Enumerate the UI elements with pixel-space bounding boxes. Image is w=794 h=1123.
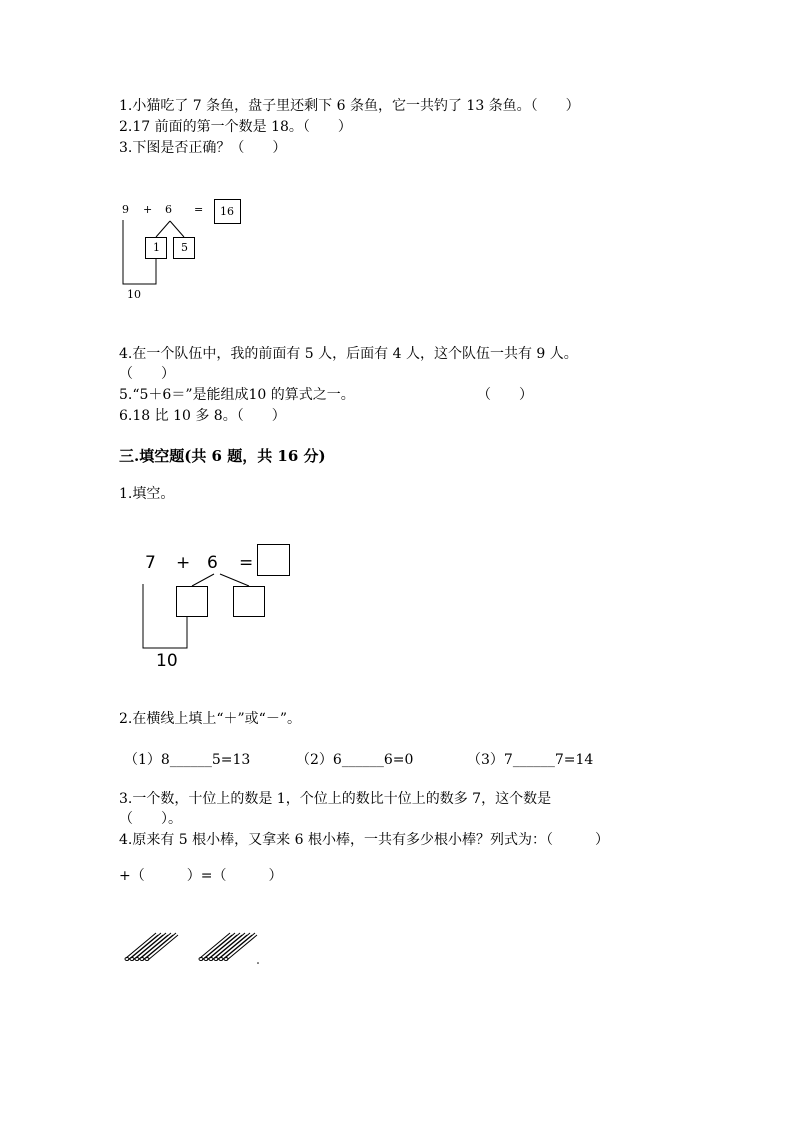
question-5: 5.“5＋6＝”是能组成10 的算式之一。 [119,387,355,403]
diagram-1-connectors [123,220,184,284]
sticks-illustration [125,933,257,961]
stick-end [219,958,223,961]
diagram-2-connectors [143,574,249,648]
stick-end [145,958,149,961]
stick-end [224,958,228,961]
ten-label: 10 [127,288,141,301]
question-4-answer-paren: （ ） [119,366,175,382]
plus-sign: + [176,553,191,573]
stick-end [130,958,134,961]
equals-sign: = [239,553,254,573]
question-2: 2.17 前面的第一个数是 18。（ ） [119,119,352,135]
question-4: 4.在一个队伍中，我的前面有 5 人，后面有 4 人，这个队伍一共有 9 人。 [119,346,578,362]
stick-end [135,958,139,961]
fill-question-2: 2.在横线上填上“＋”或“－”。 [119,711,301,727]
addend-a: 9 [122,203,129,216]
equals-sign: = [194,203,204,216]
fill-question-3: 3.一个数，十位上的数是 1，个位上的数比十位上的数多 7，这个数是 [119,791,552,807]
section-heading: 三.填空题(共 6 题，共 16 分) [119,447,326,465]
plus-sign: + [143,203,153,216]
stick-end [204,958,208,961]
fill-question-2-item-3: （3）7______7=14 [467,752,594,768]
fill-question-3-answer-paren: （ ）。 [119,811,182,827]
fill-question-4: 4.原来有 5 根小棒，又拿来 6 根小棒，一共有多少根小棒？列式为：（ ） [119,832,609,848]
question-1: 1.小猫吃了 7 条鱼，盘子里还剩下 6 条鱼，它一共钓了 13 条鱼。（ ） [119,98,580,114]
question-3: 3.下图是否正确？（ ） [119,140,287,156]
fill-question-2-item-1: （1）8______5=13 [124,752,251,768]
stray-dot [257,962,259,964]
question-5-answer-paren: （ ） [477,387,533,403]
addend-b: 6 [207,553,218,573]
stick-end [209,958,213,961]
stick-end [140,958,144,961]
stick-end [125,958,129,961]
addend-a: 7 [145,553,156,573]
stick-end [199,958,203,961]
split-value-2: 5 [181,241,188,254]
stick-end [214,958,218,961]
split-value-1: 1 [153,241,160,254]
fill-question-4-formula: +（ ）=（ ） [119,868,283,884]
ten-label: 10 [156,651,178,671]
fill-question-2-item-2: （2）6______6=0 [296,752,414,768]
fill-question-1: 1.填空。 [119,486,175,502]
result-value: 16 [220,205,234,218]
question-6: 6.18 比 10 多 8。（ ） [119,408,286,424]
addend-b: 6 [165,203,172,216]
